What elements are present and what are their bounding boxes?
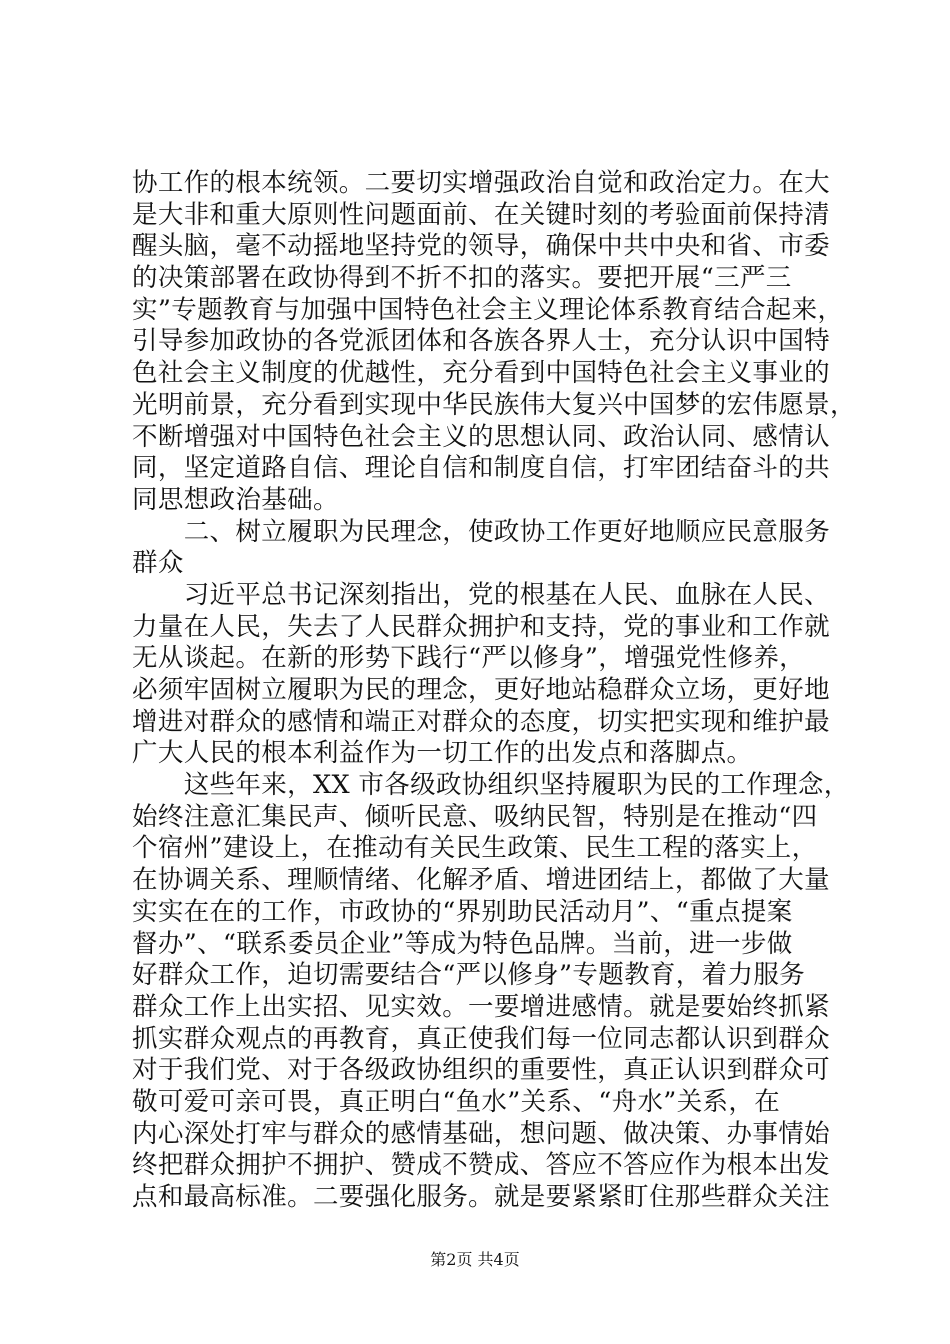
text-line: 个宿州”建设上，在推动有关民生政策、民生工程的落实上， (132, 833, 818, 864)
text-line: 光明前景，充分看到实现中华民族伟大复兴中国梦的宏伟愿景， (132, 389, 856, 420)
text-line: 习近平总书记深刻指出，党的根基在人民、血脉在人民、 (132, 579, 830, 610)
text-line: 实”专题教育与加强中国特色社会主义理论体系教育结合起来， (132, 294, 844, 325)
text-line: 力量在人民，失去了人民群众拥护和支持，党的事业和工作就 (132, 611, 830, 642)
text-line: 始终注意汇集民声、倾听民意、吸纳民智，特别是在推动“四 (132, 801, 818, 832)
text-line: 内心深处打牢与群众的感情基础，想问题、做决策、办事情始 (132, 1118, 830, 1149)
section-heading-line: 群众 (132, 548, 184, 579)
text-line: 点和最高标准。二要强化服务。就是要紧紧盯住那些群众关注 (132, 1182, 830, 1212)
document-body (132, 168, 856, 1214)
page-footer: 第2页 共4页 (430, 1250, 520, 1269)
text-line: 同思想政治基础。 (132, 484, 339, 515)
text-line: 终把群众拥护不拥护、赞成不赞成、答应不答应作为根本出发 (132, 1150, 830, 1181)
text-line: 的决策部署在政协得到不折不扣的落实。要把开展“三严三 (132, 263, 792, 294)
section-heading-line: 二、树立履职为民理念，使政协工作更好地顺应民意服务 (132, 516, 830, 547)
text-line: 这些年来，XX 市各级政协组织坚持履职为民的工作理念， (132, 770, 850, 801)
text-line: 群众工作上出实招、见实效。一要增进感情。就是要始终抓紧 (132, 991, 830, 1022)
text-line: 色社会主义制度的优越性，充分看到中国特色社会主义事业的 (132, 358, 830, 389)
text-line: 好群众工作，迫切需要结合“严以修身”专题教育，着力服务 (132, 960, 806, 991)
text-line: 同，坚定道路自信、理论自信和制度自信，打牢团结奋斗的共 (132, 453, 830, 484)
text-line: 广大人民的根本利益作为一切工作的出发点和落脚点。 (132, 738, 753, 769)
text-line: 必须牢固树立履职为民的理念，更好地站稳群众立场，更好地 (132, 675, 830, 705)
text-line: 实实在在的工作，市政协的“界别助民活动月”、“重点提案 (132, 896, 793, 927)
text-line: 督办”、“联系委员企业”等成为特色品牌。当前，进一步做 (132, 928, 793, 959)
text-line: 无从谈起。在新的形势下践行“严以修身”，增强党性修养， (132, 643, 806, 674)
text-line: 是大非和重大原则性问题面前、在关键时刻的考验面前保持清 (132, 199, 830, 230)
text-line: 引导参加政协的各党派团体和各族各界人士，充分认识中国特 (132, 326, 830, 357)
text-line: 协工作的根本统领。二要切实增强政治自觉和政治定力。在大 (132, 168, 830, 198)
text-line: 不断增强对中国特色社会主义的思想认同、政治认同、感情认 (132, 421, 830, 452)
text-line: 增进对群众的感情和端正对群众的态度，切实把实现和维护最 (132, 706, 830, 737)
text-line: 醒头脑，毫不动摇地坚持党的领导，确保中共中央和省、市委 (132, 231, 830, 262)
text-line: 抓实群众观点的再教育，真正使我们每一位同志都认识到群众 (132, 1023, 830, 1054)
text-line: 对于我们党、对于各级政协组织的重要性，真正认识到群众可 (132, 1055, 830, 1086)
text-line: 敬可爱可亲可畏，真正明白“鱼水”关系、“舟水”关系，在 (132, 1086, 781, 1117)
text-line: 在协调关系、理顺情绪、化解矛盾、增进团结上，都做了大量 (132, 865, 830, 896)
